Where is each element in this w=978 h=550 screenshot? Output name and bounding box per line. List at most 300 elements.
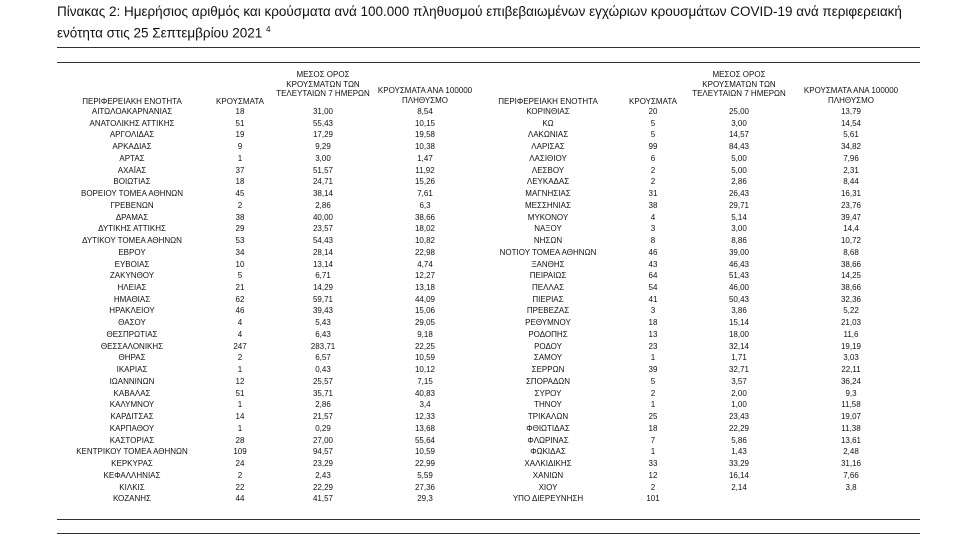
cell-per100k-left: 40,83 — [414, 388, 436, 398]
cell-avg7-left: 14,29 — [312, 283, 334, 293]
cell-region-right: ΣΑΜΟΥ — [533, 353, 563, 363]
cell-cases-right: 8 — [650, 236, 656, 246]
cell-avg7-left: 3,00 — [315, 153, 331, 163]
cell-cases-right: 101 — [646, 494, 660, 504]
header-avg7-right-line1: ΜΕΣΟΣ ΟΡΟΣ — [712, 70, 766, 79]
cell-per100k-right: 8,44 — [843, 177, 859, 187]
header-avg7-left-line2: ΚΡΟΥΣΜΑΤΩΝ ΤΩΝ — [286, 79, 360, 89]
caption-line-1: Πίνακας 2: Ημερήσιος αριθμός και κρούσματα ανά 100.000 πληθυσμού επιβεβαιωμένων εγχώριων κρουσμάτων COVID-19 ανά περιφερειακή — [57, 4, 902, 19]
cell-region-right: ΦΘΙΩΤΙΔΑΣ — [526, 423, 570, 433]
cell-region-left: ΗΜΑΘΙΑΣ — [113, 294, 151, 304]
cell-cases-left: 1 — [237, 365, 243, 375]
cell-region-right: ΦΛΩΡΙΝΑΣ — [527, 435, 569, 445]
cell-region-right: ΧΙΟΥ — [538, 482, 558, 492]
cell-avg7-right: 3,86 — [731, 306, 747, 316]
cell-avg7-right: 50,43 — [728, 294, 750, 304]
cell-region-left: ΚΕΦΑΛΛΗΝΙΑΣ — [103, 470, 161, 480]
cell-avg7-right: 18,00 — [728, 329, 750, 339]
cell-avg7-left: 23,29 — [312, 459, 334, 469]
cell-avg7-right: 46,00 — [728, 283, 750, 293]
cell-region-left: ΚΑΡΠΑΘΟΥ — [109, 423, 155, 433]
cell-avg7-left: 17,29 — [312, 130, 334, 140]
cell-avg7-left: 6,57 — [315, 353, 331, 363]
table-row — [57, 153, 920, 165]
cell-region-right: ΠΙΕΡΙΑΣ — [532, 294, 564, 304]
cell-cases-left: 29 — [235, 224, 245, 234]
cell-cases-left: 22 — [235, 482, 245, 492]
cell-avg7-right: 3,00 — [731, 224, 747, 234]
cell-cases-right: 7 — [650, 435, 656, 445]
cell-cases-right: 2 — [650, 165, 656, 175]
table-row — [57, 223, 920, 235]
cell-cases-left: 18 — [235, 107, 245, 116]
cell-avg7-left: 31,00 — [312, 107, 334, 116]
cell-region-right: ΧΑΛΚΙΔΙΚΗΣ — [524, 459, 572, 469]
cell-per100k-right: 5,22 — [843, 306, 859, 316]
cell-per100k-left: 7,15 — [417, 376, 433, 386]
cell-cases-right: 1 — [650, 447, 656, 457]
cell-avg7-right: 23,43 — [728, 412, 750, 422]
cell-cases-left: 2 — [237, 470, 243, 480]
cell-per100k-left: 27,36 — [414, 482, 436, 492]
cell-region-right: ΛΑΡΙΣΑΣ — [531, 142, 565, 152]
cell-per100k-right: 13,79 — [840, 107, 862, 116]
cell-avg7-left: 28,14 — [312, 247, 334, 257]
header-per100k-left-line1: ΚΡΟΥΣΜΑΤΑ ΑΝΑ 100000 — [377, 86, 473, 95]
header-per100k-right-line2: ΠΛΗΘΥΣΜΟ — [827, 95, 875, 105]
cell-cases-left: 9 — [237, 142, 243, 152]
cell-region-right: ΞΑΝΘΗΣ — [531, 259, 565, 269]
table-row — [57, 470, 920, 482]
caption-footnote-marker: 4 — [266, 25, 271, 34]
cell-region-left: ΚΕΝΤΡΙΚΟΥ ΤΟΜΕΑ ΑΘΗΝΩΝ — [76, 447, 188, 457]
cell-per100k-right: 36,24 — [840, 376, 862, 386]
cell-region-right: ΛΑΣΙΘΙΟΥ — [529, 153, 567, 163]
cell-cases-left: 5 — [237, 271, 243, 281]
cell-cases-right: 3 — [650, 224, 656, 234]
cell-per100k-left: 10,38 — [414, 142, 436, 152]
cell-region-right: ΝΗΣΩΝ — [533, 236, 563, 246]
cell-avg7-left: 59,71 — [312, 294, 334, 304]
cell-cases-right: 43 — [648, 259, 658, 269]
cell-cases-left: 109 — [233, 447, 247, 457]
cell-per100k-left: 12,27 — [414, 271, 436, 281]
table-row — [57, 482, 920, 494]
table-row — [57, 446, 920, 458]
cell-region-left: ΖΑΚΥΝΘΟΥ — [109, 271, 155, 281]
cell-per100k-right: 14,54 — [840, 118, 862, 128]
caption-line-2 — [57, 21, 957, 43]
cell-per100k-right: 11,6 — [843, 329, 859, 339]
cell-region-left: ΓΡΕΒΕΝΩΝ — [110, 200, 154, 210]
cell-cases-right: 25 — [648, 412, 658, 422]
cell-per100k-right: 8,68 — [843, 247, 859, 257]
cell-region-right: ΠΡΕΒΕΖΑΣ — [526, 306, 570, 316]
cell-cases-left: 2 — [237, 353, 243, 363]
header-top-rule — [57, 62, 920, 63]
cell-per100k-left: 44,09 — [414, 294, 436, 304]
cell-region-right: ΥΠΟ ΔΙΕΡΕΥΝΗΣΗ — [512, 494, 584, 504]
table-row — [57, 458, 920, 470]
cell-region-left: ΒΟΙΩΤΙΑΣ — [113, 177, 151, 187]
cell-per100k-right: 34,82 — [840, 142, 862, 152]
page-bottom-rule — [57, 533, 920, 534]
cell-avg7-right: 1,71 — [731, 353, 747, 363]
cell-per100k-right: 11,58 — [841, 400, 861, 410]
cell-avg7-left: 283,71 — [310, 341, 336, 351]
cell-per100k-left: 11,92 — [415, 165, 435, 175]
cell-cases-left: 1 — [237, 400, 243, 410]
table-row — [57, 305, 920, 317]
cell-cases-left: 18 — [235, 177, 245, 187]
cell-avg7-right: 14,57 — [728, 130, 750, 140]
cell-avg7-right: 3,00 — [731, 118, 747, 128]
table-row — [57, 364, 920, 376]
cell-per100k-left: 5,59 — [417, 470, 433, 480]
table-row — [57, 165, 920, 177]
header-per100k-left — [373, 86, 477, 105]
cell-region-left: ΘΑΣΟΥ — [118, 318, 146, 328]
cell-region-left: ΙΩΑΝΝΙΝΩΝ — [109, 376, 155, 386]
cell-cases-right: 38 — [648, 200, 658, 210]
cell-cases-left: 53 — [235, 236, 245, 246]
header-per100k-right — [791, 86, 911, 105]
cell-cases-left: 19 — [235, 130, 245, 140]
cell-per100k-left: 9,18 — [417, 329, 433, 339]
cell-cases-right: 4 — [650, 212, 656, 222]
cell-region-right: ΛΑΚΩΝΙΑΣ — [527, 130, 569, 140]
cell-cases-left: 51 — [235, 388, 245, 398]
cell-cases-right: 5 — [650, 376, 656, 386]
table-row — [57, 423, 920, 435]
cell-per100k-left: 29,05 — [414, 318, 436, 328]
cell-region-right: ΜΑΓΝΗΣΙΑΣ — [525, 189, 571, 199]
cell-cases-right: 33 — [648, 459, 658, 469]
cell-avg7-right: 84,43 — [728, 142, 750, 152]
cell-region-right: ΡΟΔΟΠΗΣ — [528, 329, 568, 339]
cell-per100k-left: 38,66 — [414, 212, 436, 222]
cell-region-left: ΑΝΑΤΟΛΙΚΗΣ ΑΤΤΙΚΗΣ — [89, 118, 175, 128]
cell-avg7-right: 29,71 — [728, 200, 750, 210]
cell-avg7-right: 46,43 — [728, 259, 750, 269]
cell-per100k-left: 4,74 — [417, 259, 433, 269]
cell-avg7-right: 8,86 — [731, 236, 747, 246]
cell-avg7-right: 15,14 — [728, 318, 750, 328]
cell-region-right: ΚΟΡΙΝΘΙΑΣ — [526, 107, 570, 116]
cell-per100k-right: 19,07 — [840, 412, 862, 422]
cell-cases-left: 44 — [235, 494, 245, 504]
cell-avg7-left: 2,86 — [315, 200, 331, 210]
header-avg7-right-line2: ΚΡΟΥΣΜΑΤΩΝ ΤΩΝ — [702, 79, 776, 89]
cell-region-right: ΝΑΞΟΥ — [534, 224, 562, 234]
cell-region-right: ΠΕΛΛΑΣ — [531, 283, 565, 293]
cell-per100k-left: 10,59 — [414, 447, 436, 457]
cell-per100k-left: 10,59 — [414, 353, 436, 363]
cell-avg7-left: 2,43 — [315, 470, 331, 480]
cell-cases-right: 1 — [650, 400, 656, 410]
cell-per100k-left: 6,3 — [419, 200, 431, 210]
cell-region-right: ΣΠΟΡΑΔΩΝ — [525, 376, 571, 386]
cell-region-left: ΑΙΤΩΛΟΑΚΑΡΝΑΝΙΑΣ — [91, 107, 173, 116]
header-region-left: ΠΕΡΙΦΕΡΕΙΑΚΗ ΕΝΟΤΗΤΑ — [82, 97, 182, 106]
header-region-right: ΠΕΡΙΦΕΡΕΙΑΚΗ ΕΝΟΤΗΤΑ — [498, 97, 598, 106]
cell-avg7-left: 27,00 — [312, 435, 334, 445]
cell-region-left: ΑΡΤΑΣ — [119, 153, 145, 163]
cell-cases-right: 54 — [648, 283, 658, 293]
cell-per100k-left: 19,58 — [414, 130, 436, 140]
cell-cases-right: 64 — [648, 271, 658, 281]
cell-avg7-left: 23,57 — [312, 224, 334, 234]
cell-per100k-right: 38,66 — [840, 259, 862, 269]
cell-avg7-right: 32,71 — [728, 365, 750, 375]
cell-region-left: ΚΑΒΑΛΑΣ — [113, 388, 151, 398]
cell-per100k-right: 2,31 — [843, 165, 859, 175]
cell-avg7-left: 54,43 — [312, 236, 334, 246]
cell-cases-left: 2 — [237, 200, 243, 210]
cell-avg7-left: 38,14 — [312, 189, 334, 199]
cell-avg7-right: 5,14 — [731, 212, 747, 222]
cell-region-left: ΚΟΖΑΝΗΣ — [112, 494, 152, 504]
table-body — [57, 106, 920, 505]
cell-avg7-right: 32,14 — [728, 341, 750, 351]
table-row — [57, 282, 920, 294]
cell-cases-left: 14 — [235, 412, 245, 422]
table-row — [57, 200, 920, 212]
table-bottom-rule — [57, 519, 920, 520]
cell-avg7-right: 5,00 — [731, 165, 747, 175]
cell-region-left: ΚΕΡΚΥΡΑΣ — [111, 459, 153, 469]
cell-cases-right: 2 — [650, 482, 656, 492]
cell-per100k-right: 3,03 — [843, 353, 859, 363]
cell-cases-right: 23 — [648, 341, 658, 351]
cell-region-right: ΣΕΡΡΩΝ — [531, 365, 565, 375]
table-row — [57, 176, 920, 188]
cell-region-right: ΣΥΡΟΥ — [534, 388, 562, 398]
cell-per100k-left: 22,99 — [414, 459, 436, 469]
cell-cases-left: 1 — [237, 423, 243, 433]
cell-per100k-right: 9,3 — [845, 388, 857, 398]
header-avg7-left — [273, 70, 373, 99]
header-per100k-right-line1: ΚΡΟΥΣΜΑΤΑ ΑΝΑ 100000 — [803, 86, 899, 95]
cell-per100k-left: 10,82 — [414, 236, 436, 246]
cell-per100k-right: 23,76 — [840, 200, 862, 210]
caption-line-2-text: ενότητα στις 25 Σεπτεμβρίου 2021 — [57, 25, 263, 41]
cell-avg7-left: 35,71 — [312, 388, 334, 398]
cell-avg7-left: 94,57 — [312, 447, 334, 457]
cell-region-left: ΚΑΡΔΙΤΣΑΣ — [110, 412, 154, 422]
cell-per100k-right: 32,36 — [840, 294, 862, 304]
cell-avg7-left: 24,71 — [312, 177, 334, 187]
header-avg7-left-line1: ΜΕΣΟΣ ΟΡΟΣ — [296, 70, 350, 79]
cell-avg7-left: 21,57 — [312, 412, 334, 422]
cell-per100k-left: 1,47 — [417, 153, 433, 163]
cell-cases-left: 28 — [235, 435, 245, 445]
cell-cases-right: 6 — [650, 153, 656, 163]
cell-avg7-right: 16,14 — [728, 470, 750, 480]
table-row — [57, 399, 920, 411]
cell-cases-right: 2 — [650, 177, 656, 187]
cell-cases-left: 12 — [235, 376, 245, 386]
cell-cases-right: 5 — [650, 130, 656, 140]
cell-region-right: ΛΕΣΒΟΥ — [531, 165, 565, 175]
cell-region-right: ΦΩΚΙΔΑΣ — [530, 447, 566, 457]
cell-region-left: ΗΛΕΙΑΣ — [117, 283, 147, 293]
cell-per100k-left: 22,25 — [414, 341, 436, 351]
cell-avg7-left: 51,57 — [312, 165, 334, 175]
cell-per100k-left: 3,4 — [419, 400, 431, 410]
cell-per100k-right: 31,16 — [840, 459, 862, 469]
cell-per100k-left: 15,26 — [414, 177, 436, 187]
cell-region-left: ΘΕΣΠΡΩΤΙΑΣ — [106, 329, 158, 339]
table-row — [57, 235, 920, 247]
cell-region-right: ΝΟΤΙΟΥ ΤΟΜΕΑ ΑΘΗΝΩΝ — [499, 247, 597, 257]
table-row — [57, 188, 920, 200]
table-row — [57, 212, 920, 224]
cell-avg7-right: 33,29 — [728, 459, 750, 469]
cell-avg7-right: 1,43 — [731, 447, 747, 457]
cell-cases-right: 46 — [648, 247, 658, 257]
cell-cases-left: 46 — [235, 306, 245, 316]
cell-avg7-right: 51,43 — [728, 271, 750, 281]
table-row — [57, 411, 920, 423]
cell-cases-right: 18 — [648, 423, 658, 433]
cell-cases-right: 1 — [650, 353, 656, 363]
cell-avg7-left: 6,71 — [315, 271, 331, 281]
cell-region-left: ΘΕΣΣΑΛΟΝΙΚΗΣ — [100, 341, 164, 351]
cell-cases-left: 34 — [235, 247, 245, 257]
cell-avg7-left: 40,00 — [312, 212, 334, 222]
table-row — [57, 352, 920, 364]
cell-per100k-right: 7,96 — [843, 153, 859, 163]
cell-avg7-right: 22,29 — [728, 423, 750, 433]
cell-per100k-right: 3,8 — [845, 482, 857, 492]
cell-region-right: ΤΡΙΚΑΛΩΝ — [527, 412, 569, 422]
header-avg7-left-line3: ΤΕΛΕΥΤΑΙΩΝ 7 ΗΜΕΡΩΝ — [276, 89, 370, 99]
cell-cases-right: 13 — [648, 329, 658, 339]
cell-avg7-left: 5,43 — [315, 318, 331, 328]
cell-avg7-right: 1,00 — [731, 400, 747, 410]
table-row — [57, 259, 920, 271]
cell-region-right: ΧΑΝΙΩΝ — [532, 470, 564, 480]
cell-per100k-right: 2,48 — [843, 447, 859, 457]
cell-per100k-left: 55,64 — [414, 435, 436, 445]
cell-per100k-right: 13,61 — [840, 435, 862, 445]
cell-cases-left: 4 — [237, 318, 243, 328]
cell-avg7-right: 3,57 — [731, 376, 747, 386]
cell-region-right: ΜΕΣΣΗΝΙΑΣ — [525, 200, 571, 210]
cell-per100k-left: 10,12 — [414, 365, 436, 375]
cell-cases-right: 18 — [648, 318, 658, 328]
header-cases-right: ΚΡΟΥΣΜΑΤΑ — [629, 97, 677, 106]
table-row — [57, 141, 920, 153]
cell-avg7-right: 26,43 — [728, 189, 750, 199]
cell-cases-right: 39 — [648, 365, 658, 375]
cell-cases-right: 12 — [648, 470, 658, 480]
cell-region-left: ΚΑΣΤΟΡΙΑΣ — [109, 435, 155, 445]
cell-per100k-left: 8,54 — [417, 107, 433, 116]
cell-cases-left: 4 — [237, 329, 243, 339]
cell-avg7-left: 6,43 — [315, 329, 331, 339]
table-row — [57, 435, 920, 447]
cell-region-left: ΑΡΓΟΛΙΔΑΣ — [109, 130, 155, 140]
cell-cases-left: 24 — [235, 459, 245, 469]
table-row — [57, 294, 920, 306]
cell-per100k-right: 10,72 — [840, 236, 862, 246]
cell-region-right: ΡΟΔΟΥ — [534, 341, 562, 351]
cell-region-right: ΛΕΥΚΑΔΑΣ — [526, 177, 570, 187]
cell-per100k-right: 19,19 — [840, 341, 862, 351]
cell-region-left: ΕΒΡΟΥ — [118, 247, 146, 257]
table-row — [57, 317, 920, 329]
cell-avg7-right: 2,86 — [731, 177, 747, 187]
cell-avg7-left: 0,43 — [315, 365, 331, 375]
cell-avg7-left: 25,57 — [312, 376, 334, 386]
cell-per100k-left: 13,18 — [414, 283, 436, 293]
top-rule — [57, 47, 920, 48]
cell-avg7-right: 2,14 — [731, 482, 747, 492]
cell-region-right: ΠΕΙΡΑΙΩΣ — [529, 271, 567, 281]
table-row — [57, 247, 920, 259]
cell-cases-left: 45 — [235, 189, 245, 199]
cell-per100k-right: 21,03 — [840, 318, 862, 328]
cell-cases-right: 2 — [650, 388, 656, 398]
table-row — [57, 388, 920, 400]
cell-avg7-left: 55,43 — [312, 118, 334, 128]
cell-region-right: ΜΥΚΟΝΟΥ — [527, 212, 569, 222]
cell-region-left: ΔΥΤΙΚΗΣ ΑΤΤΙΚΗΣ — [98, 224, 166, 234]
cell-cases-left: 21 — [235, 283, 245, 293]
table-caption — [57, 3, 957, 43]
cell-per100k-left: 13,68 — [414, 423, 436, 433]
cell-avg7-left: 13,14 — [312, 259, 334, 269]
cell-region-left: ΕΥΒΟΙΑΣ — [114, 259, 150, 269]
cell-per100k-right: 16,31 — [840, 189, 862, 199]
cell-per100k-left: 15,06 — [414, 306, 436, 316]
cell-avg7-left: 41,57 — [312, 494, 334, 504]
cell-region-left: ΔΡΑΜΑΣ — [115, 212, 149, 222]
cell-avg7-right: 2,00 — [731, 388, 747, 398]
cell-cases-left: 247 — [233, 341, 247, 351]
cell-cases-left: 37 — [235, 165, 245, 175]
cell-per100k-left: 22,98 — [414, 247, 436, 257]
table-row — [57, 493, 920, 505]
cell-per100k-right: 7,66 — [843, 470, 859, 480]
cell-region-left: ΚΑΛΥΜΝΟΥ — [109, 400, 155, 410]
cell-avg7-left: 22,29 — [312, 482, 334, 492]
cell-avg7-left: 2,86 — [315, 400, 331, 410]
cell-per100k-right: 22,11 — [841, 365, 861, 375]
cell-cases-right: 3 — [650, 306, 656, 316]
cell-region-left: ΔΥΤΙΚΟΥ ΤΟΜΕΑ ΑΘΗΝΩΝ — [82, 236, 182, 246]
cell-cases-right: 31 — [648, 189, 658, 199]
cell-cases-left: 1 — [237, 153, 243, 163]
cell-avg7-right: 5,86 — [731, 435, 747, 445]
cell-per100k-left: 7,61 — [417, 189, 433, 199]
cell-per100k-left: 18,02 — [414, 224, 436, 234]
cell-avg7-right: 25,00 — [728, 107, 750, 116]
table-row — [57, 118, 920, 130]
table-row — [57, 376, 920, 388]
cell-per100k-right: 14,25 — [840, 271, 862, 281]
cell-cases-right: 99 — [648, 142, 658, 152]
cell-cases-left: 51 — [235, 118, 245, 128]
table-row — [57, 270, 920, 282]
cell-avg7-right: 39,00 — [728, 247, 750, 257]
cell-cases-left: 62 — [235, 294, 245, 304]
cell-avg7-left: 0,29 — [315, 423, 331, 433]
cell-per100k-right: 39,47 — [840, 212, 862, 222]
header-avg7-right-line3: ΤΕΛΕΥΤΑΙΩΝ 7 ΗΜΕΡΩΝ — [692, 89, 786, 99]
